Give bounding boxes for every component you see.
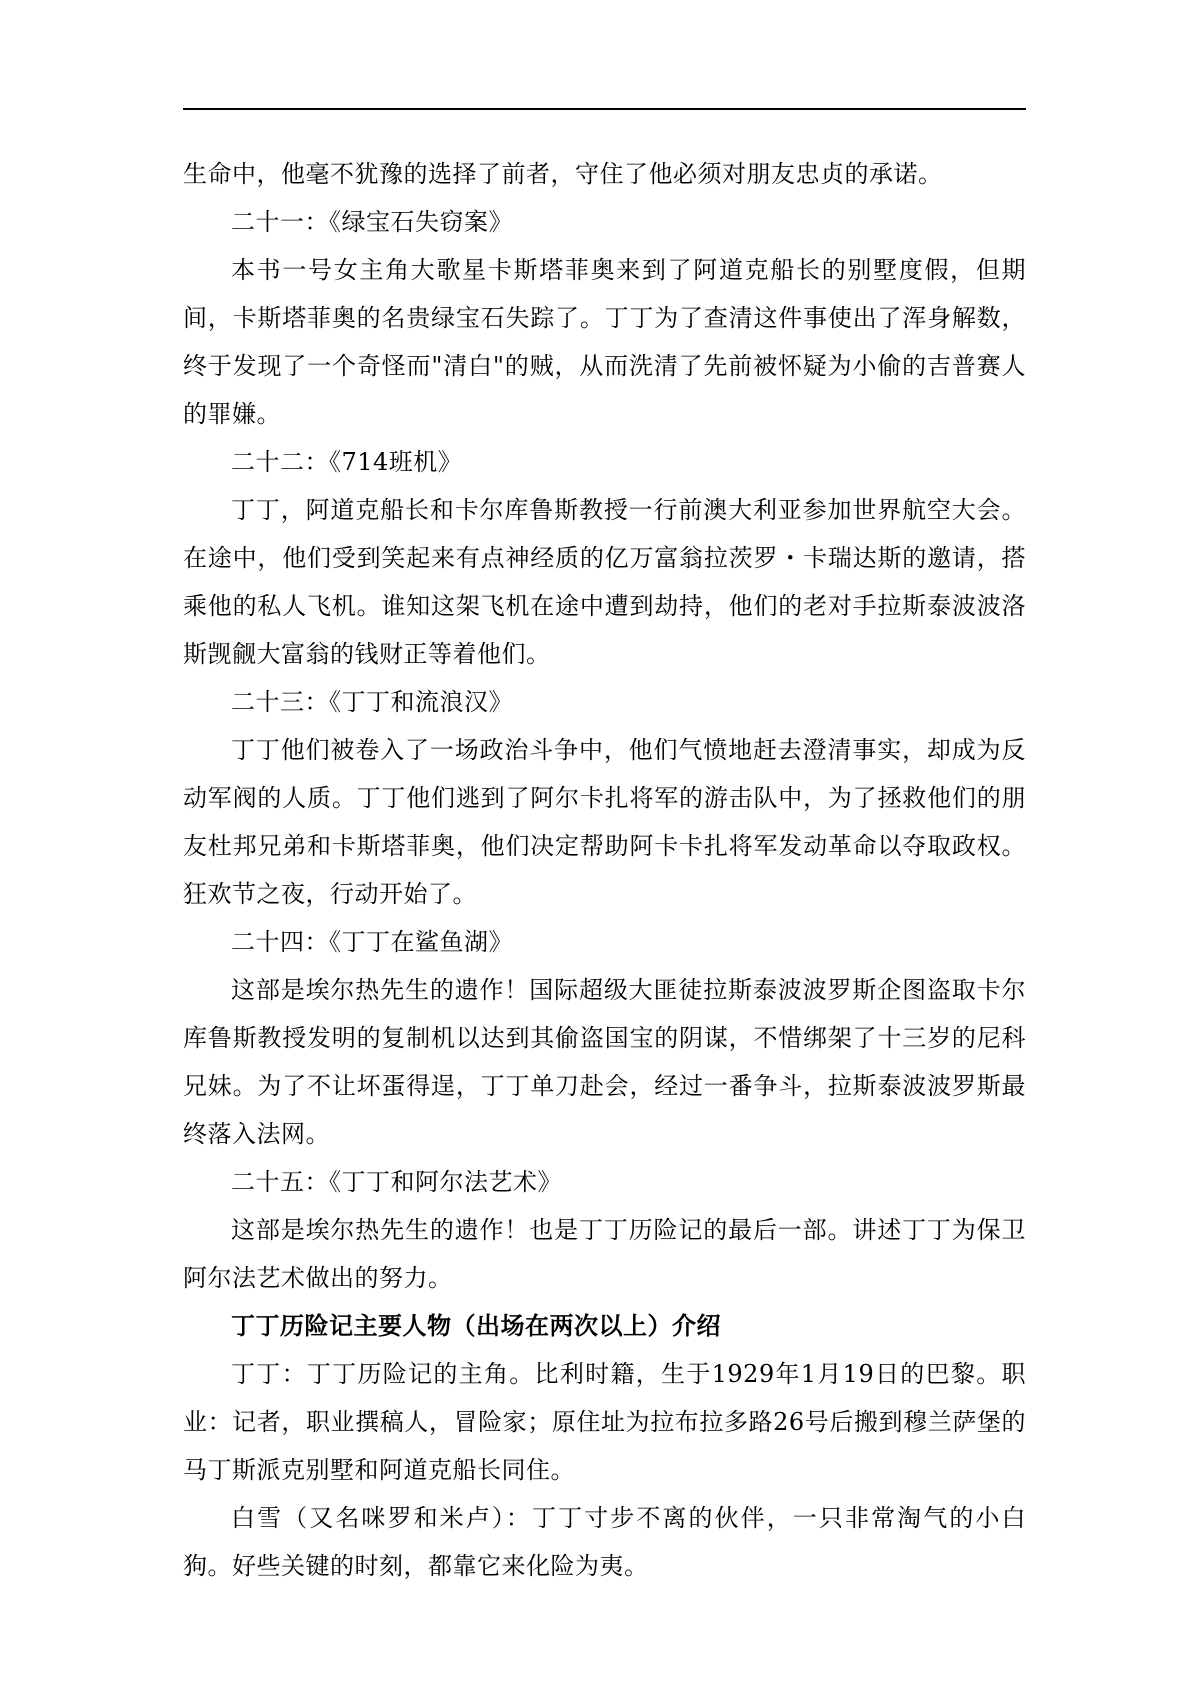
character-snowy: 白雪（又名咪罗和米卢）：丁丁寸步不离的伙伴，一只非常淘气的小白狗。好些关键的时刻，都靠它来化险为夷。: [183, 1504, 1026, 1580]
paragraph-21: 本书一号女主角大歌星卡斯塔菲奥来到了阿道克船长的别墅度假，但期间，卡斯塔菲奥的名贵绿宝石失踪了。丁丁为了查清这件事使出了浑身解数，终于发现了一个奇怪而"清白"的贼，从而洗清了先前被怀疑为小偷的吉普赛人的罪嫌。: [183, 256, 1026, 428]
section-heading-24: 二十四：《丁丁在鲨鱼湖》: [231, 928, 513, 956]
character-tintin: 丁丁：丁丁历险记的主角。比利时籍，生于1929年1月19日的巴黎。职业：记者，职业撰稿人，冒险家；原住址为拉布拉多路26号后搬到穆兰萨堡的马丁斯派克别墅和阿道克船长同住。: [183, 1360, 1026, 1484]
paragraph-23: 丁丁他们被卷入了一场政治斗争中，他们气愤地赶去澄清事实，却成为反动军阀的人质。丁丁他们逃到了阿尔卡扎将军的游击队中，为了拯救他们的朋友杜邦兄弟和卡斯塔菲奥，他们决定帮助阿卡卡扎将军发动革命以夺取政权。狂欢节之夜，行动开始了。: [183, 736, 1026, 908]
header-rule: [183, 108, 1026, 110]
characters-heading: 丁丁历险记主要人物（出场在两次以上）介绍: [231, 1312, 721, 1340]
section-heading-21: 二十一：《绿宝石失窃案》: [231, 208, 513, 236]
section-heading-23: 二十三：《丁丁和流浪汉》: [231, 688, 513, 716]
paragraph-24: 这部是埃尔热先生的遗作！国际超级大匪徒拉斯泰波波罗斯企图盗取卡尔库鲁斯教授发明的复制机以达到其偷盗国宝的阴谋，不惜绑架了十三岁的尼科兄妹。为了不让坏蛋得逞，丁丁单刀赴会，经过一番争斗，拉斯泰波波罗斯最终落入法网。: [183, 976, 1026, 1148]
section-heading-22: 二十二：《714班机》: [231, 448, 463, 476]
paragraph-25: 这部是埃尔热先生的遗作！也是丁丁历险记的最后一部。讲述丁丁为保卫阿尔法艺术做出的努力。: [183, 1216, 1026, 1292]
paragraph-22: 丁丁，阿道克船长和卡尔库鲁斯教授一行前澳大利亚参加世界航空大会。在途中，他们受到笑起来有点神经质的亿万富翁拉茨罗・卡瑞达斯的邀请，搭乘他的私人飞机。谁知这架飞机在途中遭到劫持，他们的老对手拉斯泰波波洛斯觊觎大富翁的钱财正等着他们。: [183, 496, 1026, 668]
section-heading-25: 二十五：《丁丁和阿尔法艺术》: [231, 1168, 562, 1196]
paragraph-continuation: 生命中，他毫不犹豫的选择了前者，守住了他必须对朋友忠贞的承诺。: [183, 160, 943, 188]
document-body: [183, 150, 1026, 1590]
